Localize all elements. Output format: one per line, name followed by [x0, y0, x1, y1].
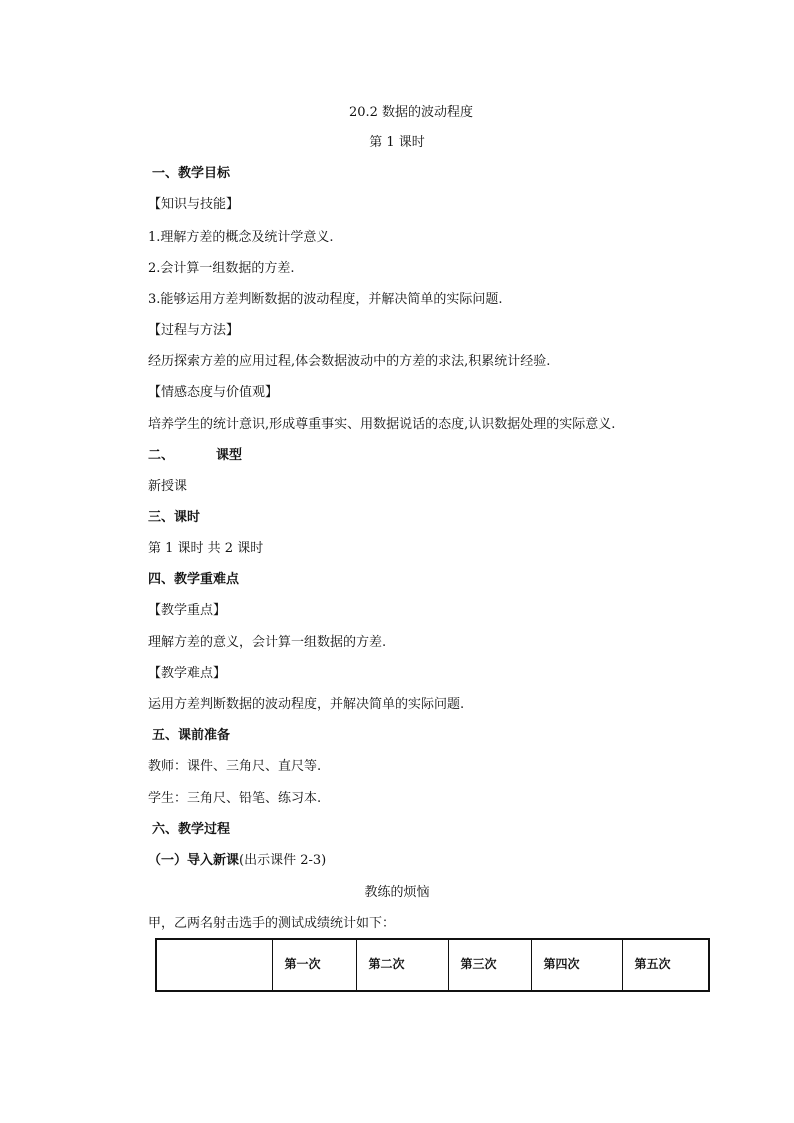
process-text: 经历探索方差的应用过程,体会数据波动中的方差的求法,积累统计经验.: [148, 354, 551, 369]
section-heading-objectives: 一、教学目标: [152, 166, 231, 181]
difficulty-text: 运用方差判断数据的波动程度，并解决简单的实际问题.: [148, 697, 465, 712]
knowledge-item: 2.会计算一组数据的方差.: [148, 261, 295, 276]
subheading-attitude: 【情感态度与价值观】: [148, 385, 279, 400]
table-header-cell: [156, 939, 272, 991]
scores-table: [155, 938, 710, 992]
intro-heading: （一）导入新课: [148, 853, 240, 868]
table-header-cell: 第四次: [531, 939, 622, 991]
section-heading-hours: 三、课时: [148, 510, 201, 525]
section-heading-process: 六、教学过程: [152, 822, 231, 837]
section-heading-preparation: 五、课前准备: [152, 728, 231, 743]
subheading-process: 【过程与方法】: [148, 323, 240, 338]
story-text: 甲，乙两名射击选手的测试成绩统计如下：: [148, 916, 396, 931]
table-header-cell: 第五次: [622, 939, 709, 991]
table-header-cell: 第一次: [272, 939, 356, 991]
section-heading-type: [148, 447, 242, 465]
student-preparation: 学生：三角尺、铅笔、练习本.: [148, 791, 322, 806]
knowledge-item: 1.理解方差的概念及统计学意义.: [148, 230, 334, 245]
subheading-focus: 【教学重点】: [148, 603, 227, 618]
story-title: 教练的烦恼: [364, 885, 430, 900]
section-heading-key-points: 四、教学重难点: [148, 572, 240, 587]
hours-text: 第 1 课时 共 2 课时: [148, 541, 264, 556]
table-header-cell: 第二次: [356, 939, 448, 991]
section-number: 二、: [148, 448, 175, 463]
section-title: 课型: [216, 448, 243, 463]
attitude-text: 培养学生的统计意识,形成尊重事实、用数据说话的态度,认识数据处理的实际意义.: [148, 417, 616, 432]
table-header-row: [156, 939, 709, 991]
subheading-knowledge: 【知识与技能】: [148, 197, 240, 212]
type-text: 新授课: [148, 479, 188, 494]
subheading-difficulty: 【教学难点】: [148, 666, 227, 681]
knowledge-item: 3.能够运用方差判断数据的波动程度，并解决简单的实际问题.: [148, 292, 503, 307]
teacher-preparation: 教师：课件、三角尺、直尺等.: [148, 759, 322, 774]
table-header-cell: 第三次: [448, 939, 531, 991]
intro-heading-line: [148, 852, 326, 870]
intro-note: (出示课件 2-3): [239, 853, 327, 868]
document-title: 20.2 数据的波动程度: [348, 105, 474, 120]
lesson-subtitle: 第 1 课时: [369, 135, 425, 150]
focus-text: 理解方差的意义，会计算一组数据的方差.: [148, 635, 387, 650]
